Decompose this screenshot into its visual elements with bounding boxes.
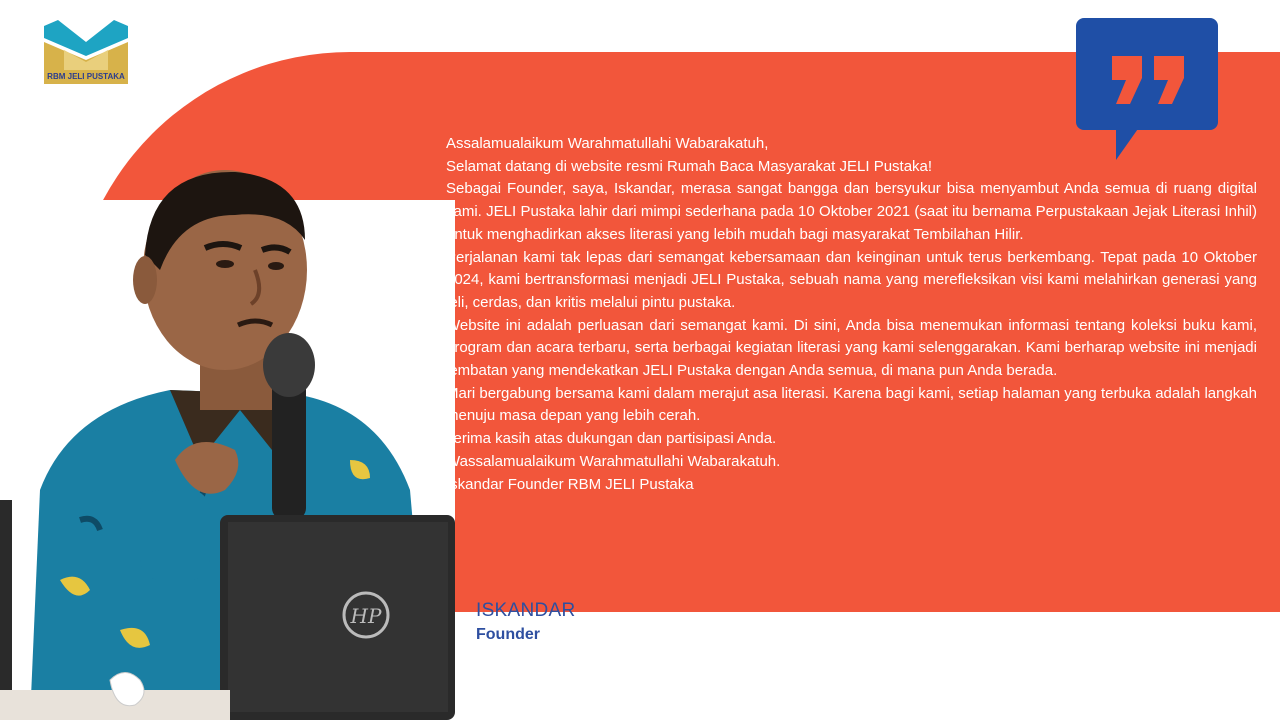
message-paragraph: Perjalanan kami tak lepas dari semangat kebersamaan dan keinginan untuk terus berkembang. Tepat pada 10 Oktober 2024, kami bertransformasi menjadi JELI Pustaka, sebuah nama yang merefleksikan visi kami melahirkan generasi yang jeli, cerdas, dan kritis melalui pintu pustaka. — [446, 248, 1257, 311]
message-paragraph: Wassalamualaikum Warahmatullahi Wabarakatuh. — [446, 452, 781, 470]
message-paragraph: Assalamualaikum Warahmatullahi Wabarakatuh, — [446, 135, 769, 152]
signature-name: ISKANDAR — [476, 600, 576, 621]
welcome-message — [446, 133, 1257, 496]
message-paragraph: Mari bergabung bersama kami dalam merajut asa literasi. Karena bagi kami, setiap halaman yang terbuka adalah langkah menuju masa depan yang lebih cerah. — [446, 384, 1257, 425]
signature-role: Founder — [476, 626, 540, 643]
message-paragraph: Selamat datang di website resmi Rumah Baca Masyarakat JELI Pustaka! — [446, 157, 933, 175]
logo-mark-icon — [44, 20, 128, 72]
founder-photo-illustration — [0, 160, 455, 720]
logo-text: RBM JELI PUSTAKA — [44, 70, 128, 84]
message-paragraph: Website ini adalah perluasan dari semangat kami. Di sini, Anda bisa menemukan informasi tentang koleksi buku kami, program dan acara terbaru, serta berbagai kegiatan literasi yang kami selenggarakan. Kami berharap website ini menjadi jembatan yang mendekatkan JELI Pustaka dengan Anda semua, di mana pun Anda berada. — [446, 316, 1257, 380]
message-paragraph: Sebagai Founder, saya, Iskandar, merasa sangat bangga dan bersyukur bisa menyambut Anda semua di ruang digital kami. JELI Pustaka lahir dari mimpi sederhana pada 10 Oktober 2021 (saat itu bernama Perpustakaan Jejak Literasi Inhil) untuk menghadirkan akses literasi yang lebih mudah bagi masyarakat Tembilahan Hilir. — [446, 180, 1257, 243]
message-paragraph: Iskandar Founder RBM JELI Pustaka — [446, 475, 694, 493]
rbm-jeli-pustaka-logo — [44, 20, 128, 86]
laptop-brand-logo: HP — [350, 604, 382, 628]
message-paragraph: Terima kasih atas dukungan dan partisipasi Anda. — [446, 430, 777, 448]
founder-photo — [0, 160, 455, 720]
